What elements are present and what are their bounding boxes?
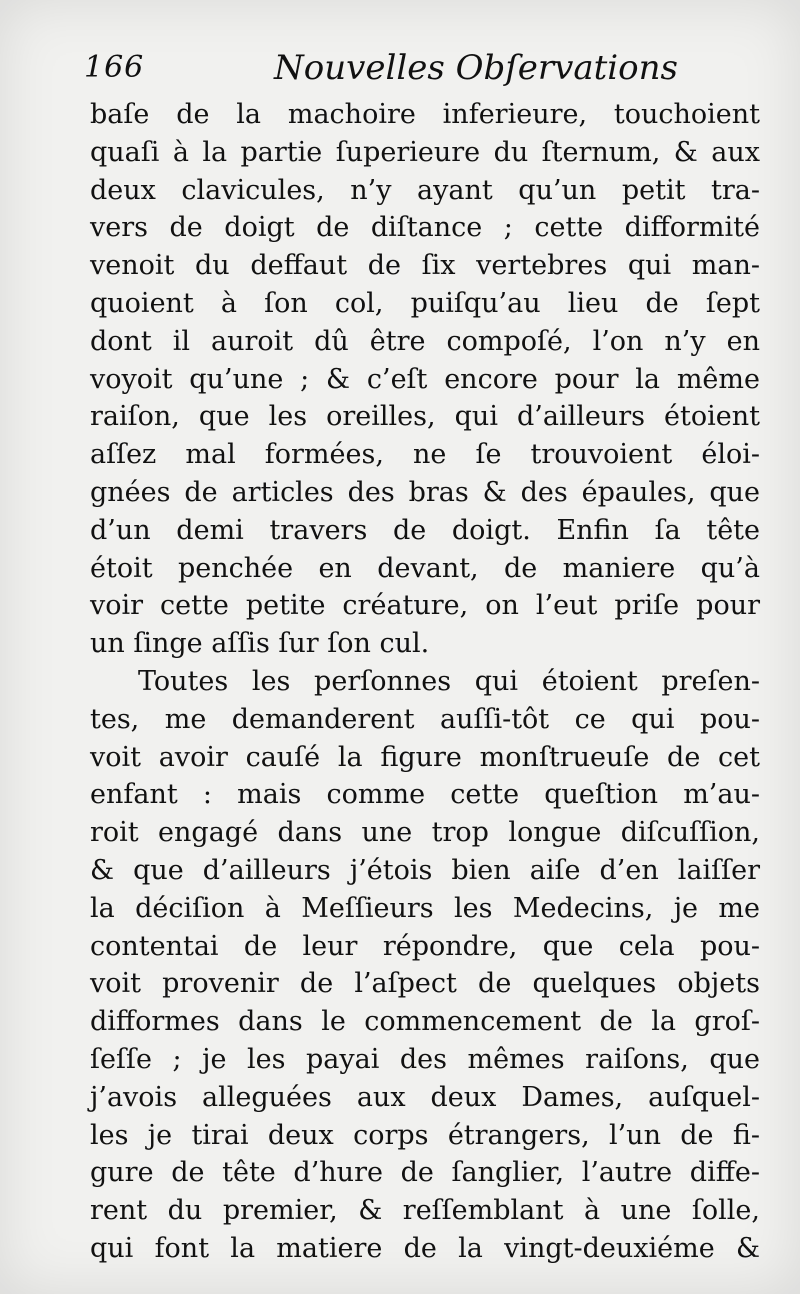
- text-line: roit engagé dans une trop longue diſcuſſion,: [90, 817, 760, 849]
- text-line: enfant : mais comme cette queſtion m’au-: [90, 779, 760, 811]
- text-line: & que d’ailleurs j’étois bien aiſe d’en laiſſer: [90, 854, 760, 886]
- text-line: difformes dans le commencement de la groſ-: [90, 1006, 760, 1038]
- text-line: quaſi à la partie ſuperieure du ſternum, & aux: [90, 136, 760, 168]
- text-line: voir cette petite créature, on l’eut priſe pour: [90, 590, 760, 622]
- paragraph-end-line: un ſinge aſſis ſur ſon cul.: [90, 628, 430, 660]
- text-line: vers de doigt de diſtance ; cette difformité: [90, 212, 760, 244]
- text-line: qui font la matiere de la vingt-deuxiéme &: [90, 1232, 760, 1264]
- text-line: gure de tête d’hure de ſanglier, l’autre diffe-: [90, 1157, 760, 1189]
- body-text: [90, 96, 760, 1268]
- text-line: voyoit qu’une ; & c’eſt encore pour la même: [90, 363, 760, 395]
- text-line: rent du premier, & reſſemblant à une ſolle,: [90, 1195, 760, 1227]
- text-line: deux clavicules, n’y ayant qu’un petit tra-: [90, 174, 760, 206]
- running-title: Nouvelles Obſervations: [274, 48, 678, 88]
- text-line: ſeſſe ; je les payai des mêmes raiſons, que: [90, 1043, 760, 1075]
- text-line: la déciſion à Meſſieurs les Medecins, je me: [90, 892, 760, 924]
- text-line: voit avoir cauſé la figure monſtrueuſe de cet: [90, 741, 760, 773]
- text-line: dont il auroit dû être compoſé, l’on n’y en: [90, 325, 760, 357]
- text-line: d’un demi travers de doigt. Enfin ſa tête: [90, 514, 760, 546]
- page-header: [84, 44, 744, 94]
- text-line: quoient à ſon col, puiſqu’au lieu de ſept: [90, 287, 760, 319]
- text-line: aſſez mal formées, ne ſe trouvoient éloi-: [90, 439, 760, 471]
- text-line: tes, me demanderent auſſi-tôt ce qui pou-: [90, 703, 760, 735]
- text-line: gnées de articles des bras & des épaules, que: [90, 476, 760, 508]
- text-line: j’avois alleguées aux deux Dames, auſquel-: [90, 1081, 760, 1113]
- text-line: voit provenir de l’aſpect de quelques objets: [90, 968, 760, 1000]
- text-line: raiſon, que les oreilles, qui d’ailleurs étoient: [90, 401, 760, 433]
- text-line: contentai de leur répondre, que cela pou-: [90, 930, 760, 962]
- text-line: les je tirai deux corps étrangers, l’un de fi-: [90, 1119, 760, 1151]
- text-line: baſe de la machoire inferieure, touchoient: [90, 99, 760, 130]
- paragraph-start-line: Toutes les perſonnes qui étoient preſen-: [138, 665, 760, 697]
- text-line: venoit du deffaut de ſix vertebres qui man-: [90, 250, 760, 282]
- text-line: étoit penchée en devant, de maniere qu’à: [90, 552, 760, 584]
- page-number: 166: [84, 50, 145, 85]
